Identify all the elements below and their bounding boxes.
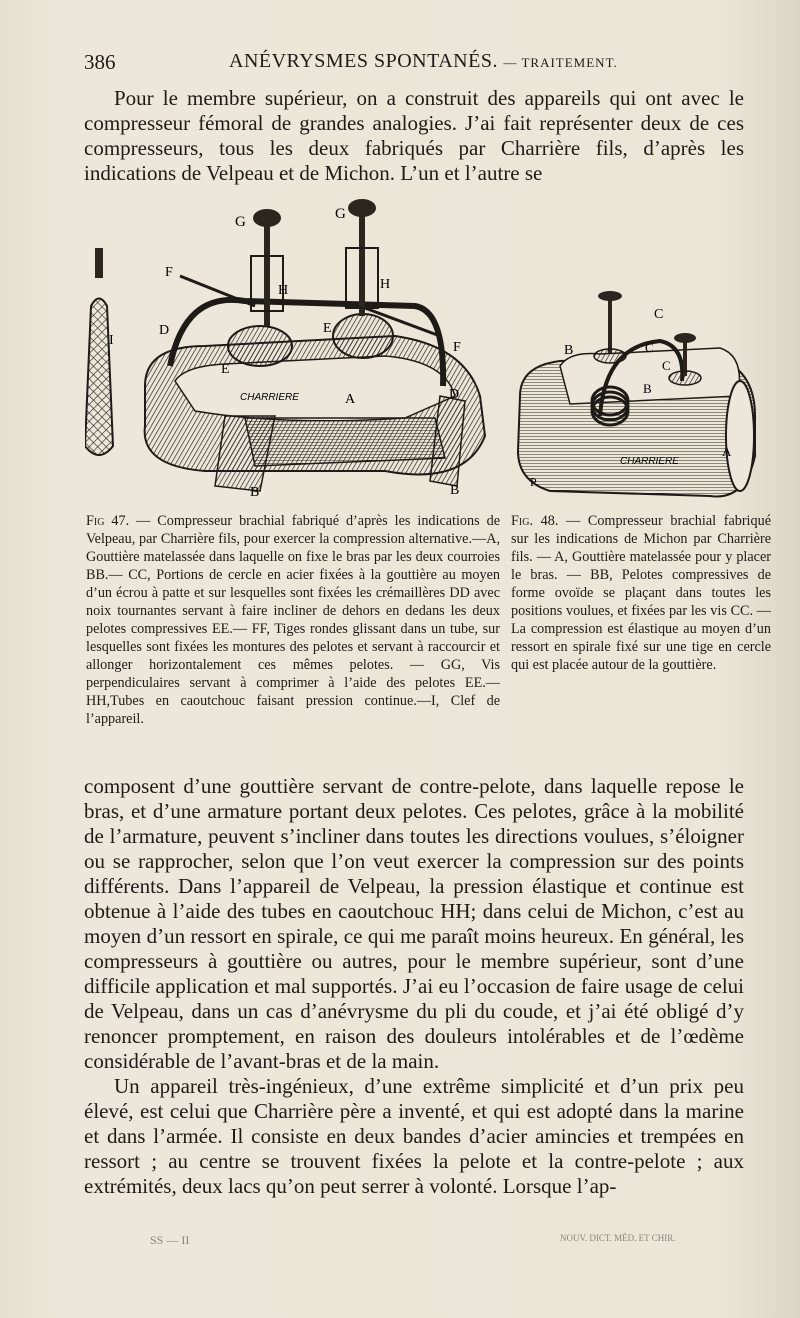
figure-48-label: Fig. 48. (511, 513, 559, 529)
figure-47-caption (86, 512, 500, 728)
figure-47-label: Fig 47. (86, 513, 130, 529)
running-title-sub: — TRAITEMENT. (503, 55, 618, 70)
label-a: A (345, 392, 356, 407)
main-text-block (84, 774, 744, 1199)
label-d-right: D (449, 387, 460, 402)
footer-collection: NOUV. DICT. MÉD. ET CHIR. (560, 1233, 676, 1243)
label-c-top: C (654, 307, 664, 322)
label-p: P (530, 475, 537, 489)
intro-paragraph: Pour le membre supérieur, on a construit des appareils qui ont avec le compresseur fémoral de grandes analogies. J’ai fait représenter deux de ces compresseurs, tous les deux fabriqués par Charrière fils, d’après les indications de Velpeau et de Michon. L’un et l’autre se (84, 86, 744, 185)
label-b-left: B (564, 343, 574, 358)
screw-g-right (346, 199, 378, 316)
strap-b-left (215, 416, 275, 491)
paragraph-3: Un appareil très-ingénieux, d’une extrême simplicité et d’un prix peu élevé, est celui que Charrière père a inventé, et qui est adopté dans la marine et dans l’armée. Il consiste en deux bandes d’acier amincies et trempées en ressort ; au centre se trouvent fixées la pelote et la contre-pelote ; aux extrémités, deux lacs qu’on peut serrer à volonté. Lorsque l’ap- (84, 1074, 744, 1198)
label-i: I (109, 333, 114, 348)
label-b-right: B (643, 381, 652, 396)
label-a: A (722, 444, 732, 459)
label-f-right: F (453, 340, 461, 355)
page-number: 386 (84, 50, 116, 74)
gutter-a (518, 348, 755, 497)
figure-48-illustration (510, 286, 760, 500)
label-f-left: F (165, 265, 173, 280)
label-c-mid: C (645, 340, 654, 355)
key-i (85, 248, 113, 455)
screw-g-left (251, 209, 283, 326)
figure-48-caption (511, 512, 771, 674)
label-h-right: H (380, 277, 391, 292)
pelote-b-left (594, 291, 626, 363)
label-e-right: E (323, 321, 332, 336)
figure-48-caption-text: — Compresseur brachial fabriqué sur les indications de Michon par Charrière fils. — A, Gouttière matelassée pour y placer le bras. — BB, Pelotes compressives de forme ovoïde se plaçant dans toutes les positions voulues, et fixées par les vis CC. — La compression est élastique au moyen d’un ressort en spirale fixé sur une tige en cercle qui est placée autour de la gouttière. (511, 513, 771, 673)
label-b-right: B (450, 483, 460, 498)
running-title-main: ANÉVRYSMES SPONTANÉS. (229, 50, 498, 72)
maker-stamp: CHARRIERE (620, 456, 679, 467)
footer-signature: SS — II (150, 1233, 190, 1247)
pelote-e-left (228, 326, 292, 366)
label-b-left: B (250, 485, 260, 500)
label-e-left: E (221, 362, 230, 377)
pelote-e-right (333, 314, 393, 358)
label-h-left: H (278, 283, 289, 298)
label-c-low: C (662, 358, 671, 373)
label-g-left: G (235, 214, 246, 230)
figure-47-illustration (85, 196, 500, 501)
paragraph-2: composent d’une gouttière servant de contre-pelote, dans laquelle repose le bras, et d’une armature portant deux pelotes. Ces pelotes, grâce à la mobilité de l’armature, peuvent s’incliner dans toutes les directions voulues, s’éloigner ou se rapprocher, selon que l’on veut exercer la compression sur des points différents. Dans l’appareil de Velpeau, la pression élastique et continue est obtenue à l’aide des tubes en caoutchouc HH; dans celui de Michon, c’est au moyen d’un ressort en spirale, ce qui me paraît moins heureux. En général, les compresseurs à gouttière ou autres, pour le membre supérieur, sont d’une difficile application et mal supportés. J’ai eu l’occasion de faire usage de celui de Velpeau, dans un cas d’anévrysme du pli du coude, et j’ai été obligé d’y renoncer promptement, en raison des douleurs intolérables et de l’œdème considérable de l’avant-bras et de la main. (84, 774, 744, 1073)
running-title (229, 50, 618, 73)
label-d-left: D (159, 323, 170, 338)
maker-stamp: CHARRIERE (240, 392, 299, 403)
figure-47-caption-text: — Compresseur brachial fabriqué d’après les indications de Velpeau, par Charrière fils, pour exercer la compression alternative.—A, Gouttière matelassée dans laquelle on fixe le bras par les deux courroies BB.— CC, Portions de cercle en acier fixées à la gouttière au moyen d’un écrou à patte et sur lesquelles sont fixées les crémaillères DD avec noix tournantes servant à faire incliner de dehors en dedans les deux pelotes compressives EE.— FF, Tiges rondes glissant dans un tube, sur lesquelles sont fixées les montures des pelotes et servant à raccourcir et allonger horizontalement ces mêmes pelotes. — GG, Vis perpendiculaires servant à comprimer à l’aide des pelotes EE.— HH,Tubes en caoutchouc faisant pression continue.—I, Clef de l’appareil. (86, 513, 500, 727)
label-g-right: G (335, 206, 346, 222)
running-header (84, 50, 744, 78)
intro-text-block (84, 86, 744, 186)
